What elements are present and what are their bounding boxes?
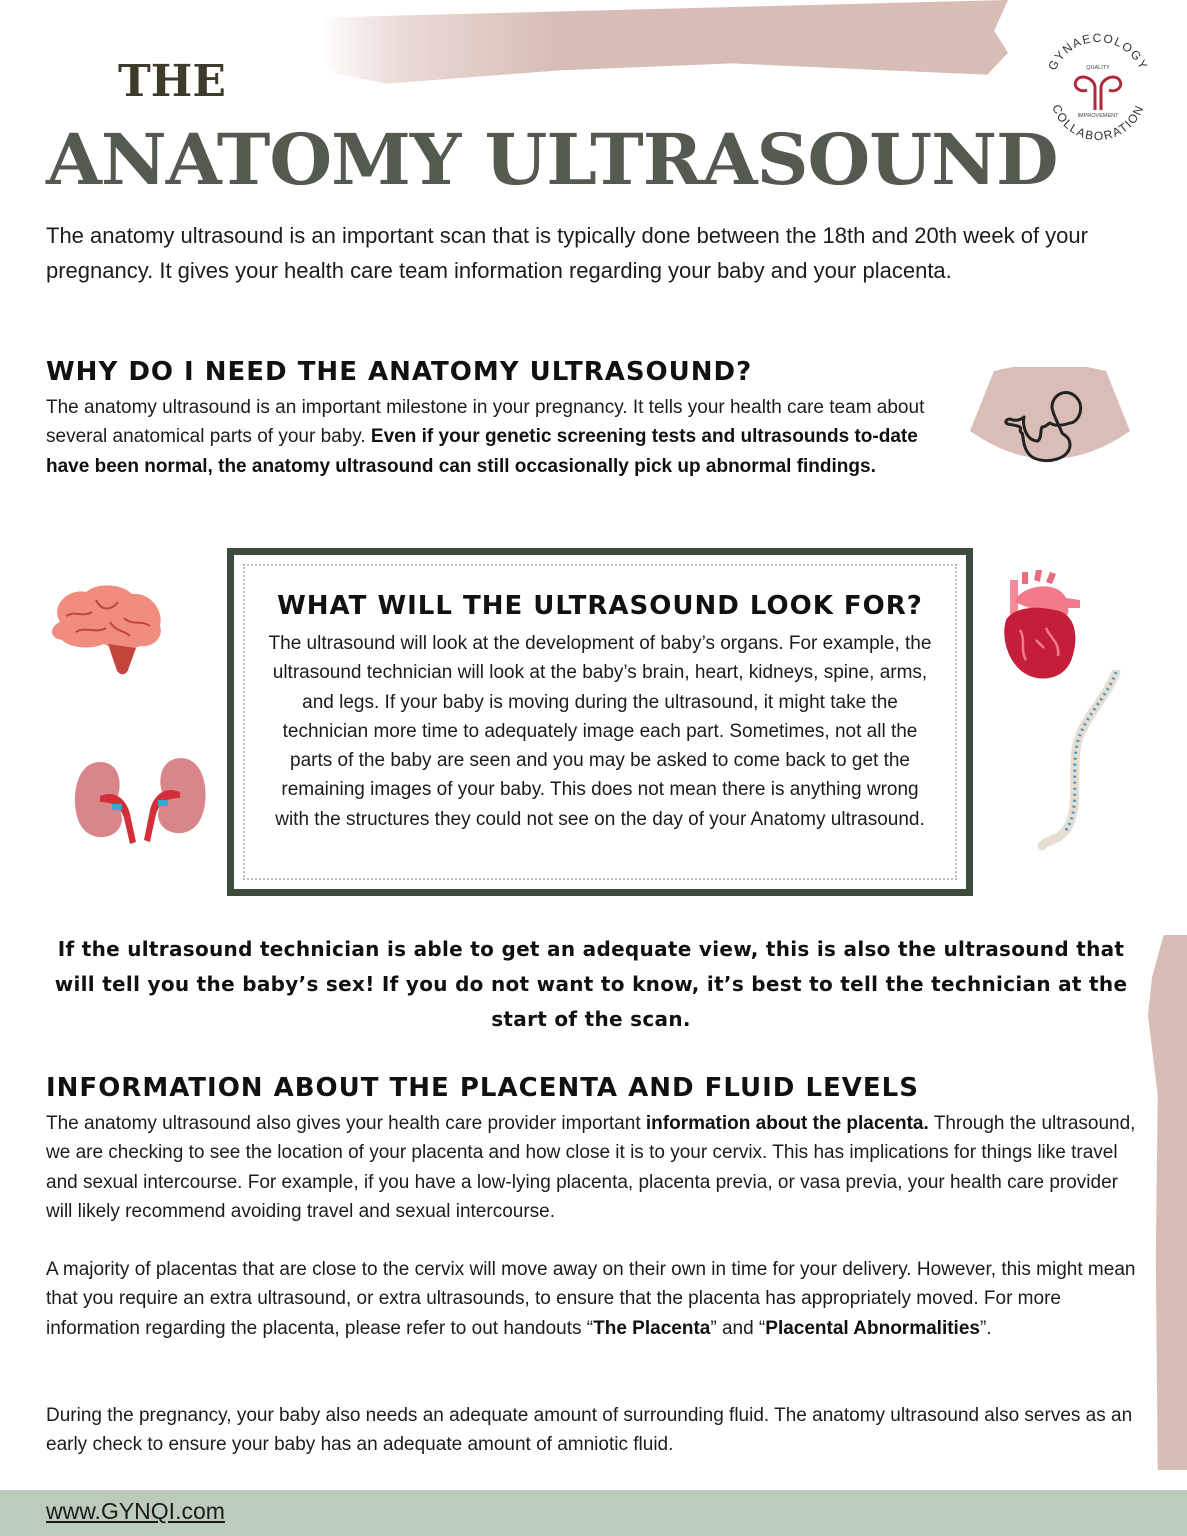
decorative-brush-stroke-top [318, 0, 1008, 88]
section-heading-look-for: WHAT WILL THE ULTRASOUND LOOK FOR? [277, 591, 923, 621]
placenta-paragraph-2 [46, 1255, 1146, 1343]
placenta-p2-text-a: A majority of placentas that are close to the cervix will move away on their own in time for your delivery. However, this might mean that you require an extra ultrasound, or extra ultrasounds, to ensure that the placenta has appropriately moved. For more information regarding the placenta, please refer to out handouts “ [46, 1259, 1136, 1339]
placenta-p2-text-b: ” and “ [710, 1317, 766, 1339]
why-text-plain: The anatomy ultrasound is an important milestone in your pregnancy. It tells your health care team about several anatomical parts of your baby. [46, 397, 925, 448]
section-heading-why: WHY DO I NEED THE ANATOMY ULTRASOUND? [46, 357, 753, 387]
title-line-1: THE [118, 56, 226, 107]
look-for-box [227, 548, 973, 896]
brain-icon [46, 582, 166, 680]
logo-bottom-arc-text: COLLABORATION [1049, 102, 1147, 144]
fluid-paragraph: During the pregnancy, your baby also needs an adequate amount of surrounding fluid. The anatomy ultrasound also serves as an early check to ensure your baby has an adequate amount of amniotic fluid. [46, 1405, 1133, 1456]
why-text-bold: Even if your genetic screening tests and ultrasounds to-date have been normal, the anatomy ultrasound can still occasionally pick up abnormal findings. [46, 426, 918, 477]
logo-top-arc-text: GYNAECOLOGY [1045, 30, 1151, 73]
section-heading-placenta: INFORMATION ABOUT THE PLACENTA AND FLUID LEVELS [46, 1073, 919, 1103]
heart-icon [1000, 570, 1082, 682]
ultrasound-fetus-icon [966, 367, 1134, 467]
baby-sex-callout: If the ultrasound technician is able to get an adequate view, this is also the ultrasound that will tell you the baby’s sex! If you do not want to know, it’s best to tell the technician at the start of the scan. [54, 937, 1128, 1031]
page-title: ANATOMY ULTRASOUND [46, 118, 1058, 201]
placenta-paragraph-1 [46, 1109, 1146, 1226]
decorative-brush-stroke-right [1148, 935, 1187, 1470]
placenta-p1-text-a: The anatomy ultrasound also gives your health care provider important [46, 1113, 646, 1134]
svg-text:COLLABORATION [1049, 102, 1146, 143]
why-paragraph [46, 393, 946, 481]
placenta-p1-text-b: Through the ultrasound, we are checking to see the location of your placenta and how close it is to your cervix. This has implications for things like travel and sexual intercourse. For example, if you have a low-lying placenta, placenta previa, or vasa previa, your health care provider will likely recommend avoiding travel and sexual intercourse. [46, 1113, 1136, 1222]
logo-quality-text: QUALITY [1086, 65, 1110, 71]
website-link[interactable]: www.GYNQI.com [46, 1498, 225, 1524]
placenta-p1-bold: information about the placenta. [645, 1113, 929, 1134]
intro-paragraph: The anatomy ultrasound is an important scan that is typically done between the 18th and 20th week of your pregnancy. It gives your health care team information regarding your baby and your placenta. [46, 223, 1088, 283]
handout-placental-abnormalities: Placental Abnormalities [765, 1317, 980, 1339]
footer-bar [0, 1490, 1187, 1536]
spine-icon [1036, 670, 1128, 852]
placenta-p2-text-c: ”. [979, 1317, 992, 1339]
kidneys-icon [70, 758, 210, 848]
look-for-paragraph: The ultrasound will look at the development of baby’s organs. For example, the ultrasound technician will look at the baby’s brain, heart, kidneys, spine, arms, and legs. If your baby is moving during the ultrasound, it might take the technician more time to adequately image each part. Sometimes, not all the parts of the baby are seen and you may be asked to come back to get the remaining images of your baby. This does not mean there is anything wrong with the structures they could not see on the day of your Anatomy ultrasound. [268, 633, 932, 830]
gynqi-logo-icon [1036, 26, 1160, 150]
logo-improvement-text: IMPROVEMENT [1077, 113, 1119, 119]
handout-the-placenta: The Placenta [593, 1317, 711, 1339]
